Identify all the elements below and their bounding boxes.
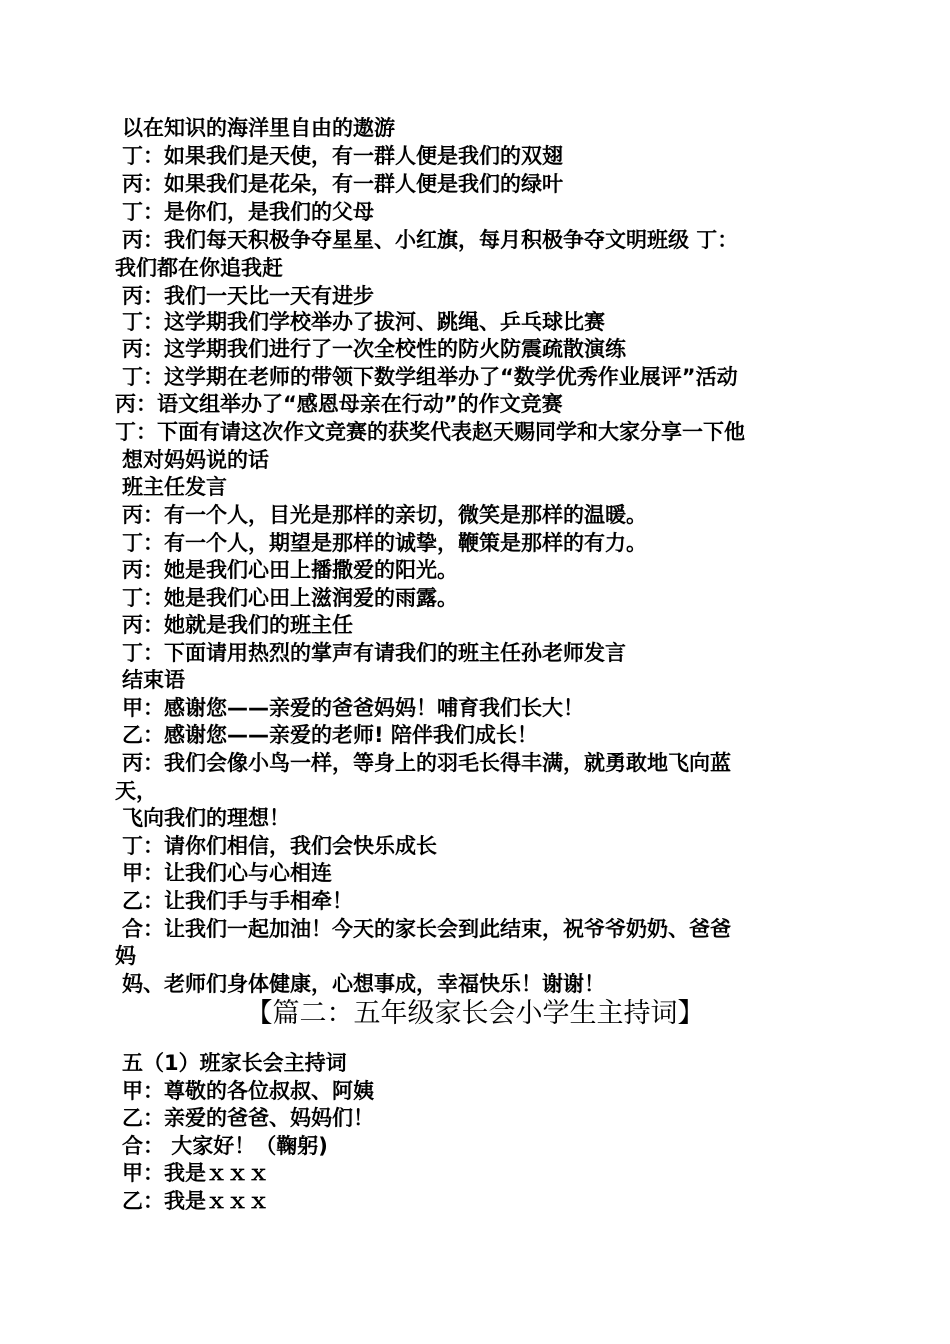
script-line: 甲：尊敬的各位叔叔、阿姨 bbox=[122, 1079, 374, 1103]
script-line: 丁：下面有请这次作文竞赛的获奖代表赵天赐同学和大家分享一下他 bbox=[115, 420, 745, 444]
script-line: 丙：我们一天比一天有进步 bbox=[122, 284, 374, 308]
script-line: 甲：我是ｘｘｘ bbox=[122, 1161, 269, 1185]
script-line: 丙：她是我们心田上播撒爱的阳光。 bbox=[122, 558, 458, 582]
script-line: 乙：亲爱的爸爸、妈妈们！ bbox=[122, 1106, 374, 1130]
script-line: 丁：下面请用热烈的掌声有请我们的班主任孙老师发言 bbox=[122, 641, 626, 665]
script-line: 丙：我们每天积极争夺星星、小红旗，每月积极争夺文明班级 丁： bbox=[122, 228, 739, 252]
script-title: 五（1）班家长会主持词 bbox=[122, 1051, 347, 1075]
script-line: 乙：感谢您——亲爱的老师! 陪伴我们成长！ bbox=[122, 723, 538, 747]
script-line: 想对妈妈说的话 bbox=[122, 448, 269, 472]
script-line: 丁：这学期在老师的带领下数学组举办了“数学优秀作业展评”活动 bbox=[122, 365, 738, 389]
script-line: 丙：我们会像小鸟一样，等身上的羽毛长得丰满，就勇敢地飞向蓝 bbox=[122, 751, 731, 775]
script-line: 丁：这学期我们学校举办了拔河、跳绳、乒乓球比赛 bbox=[122, 310, 605, 334]
script-line: 以在知识的海洋里自由的遨游 bbox=[122, 116, 395, 140]
section-heading: 【篇二：五年级家长会小学生主持词】 bbox=[245, 998, 705, 1029]
script-line: 丁：请你们相信，我们会快乐成长 bbox=[122, 834, 437, 858]
script-line: 甲：让我们心与心相连 bbox=[122, 861, 332, 885]
script-line: 乙：让我们手与手相牵！ bbox=[122, 889, 353, 913]
script-line: 丙：这学期我们进行了一次全校性的防火防震疏散演练 bbox=[122, 337, 626, 361]
script-line: 我们都在你追我赶 bbox=[115, 256, 283, 280]
script-line: 丁：她是我们心田上滋润爱的雨露。 bbox=[122, 586, 458, 610]
script-line: 丁：有一个人，期望是那样的诚挚，鞭策是那样的有力。 bbox=[122, 531, 647, 555]
script-line: 丙：有一个人，目光是那样的亲切，微笑是那样的温暖。 bbox=[122, 503, 647, 527]
section-label: 班主任发言 bbox=[122, 475, 227, 499]
script-line: 妈 bbox=[115, 944, 136, 968]
script-line: 丙：如果我们是花朵，有一群人便是我们的绿叶 bbox=[122, 172, 563, 196]
script-line: 乙：我是ｘｘｘ bbox=[122, 1189, 269, 1213]
script-line: 合： 大家好！（鞠躬) bbox=[122, 1134, 328, 1158]
script-line: 甲：感谢您——亲爱的爸爸妈妈！哺育我们长大！ bbox=[122, 696, 584, 720]
script-line: 丁：是你们，是我们的父母 bbox=[122, 200, 374, 224]
script-line: 丁：如果我们是天使，有一群人便是我们的双翅 bbox=[122, 144, 563, 168]
script-line: 合：让我们一起加油！今天的家长会到此结束，祝爷爷奶奶、爸爸 bbox=[122, 917, 731, 941]
script-line: 妈、老师们身体健康，心想事成，幸福快乐！谢谢！ bbox=[122, 972, 605, 996]
script-line: 飞向我们的理想！ bbox=[122, 806, 290, 830]
script-line: 丙：她就是我们的班主任 bbox=[122, 613, 353, 637]
section-label: 结束语 bbox=[122, 668, 185, 692]
script-line: 丙：语文组举办了“感恩母亲在行动”的作文竞赛 bbox=[115, 392, 563, 416]
script-line: 天， bbox=[115, 779, 157, 803]
